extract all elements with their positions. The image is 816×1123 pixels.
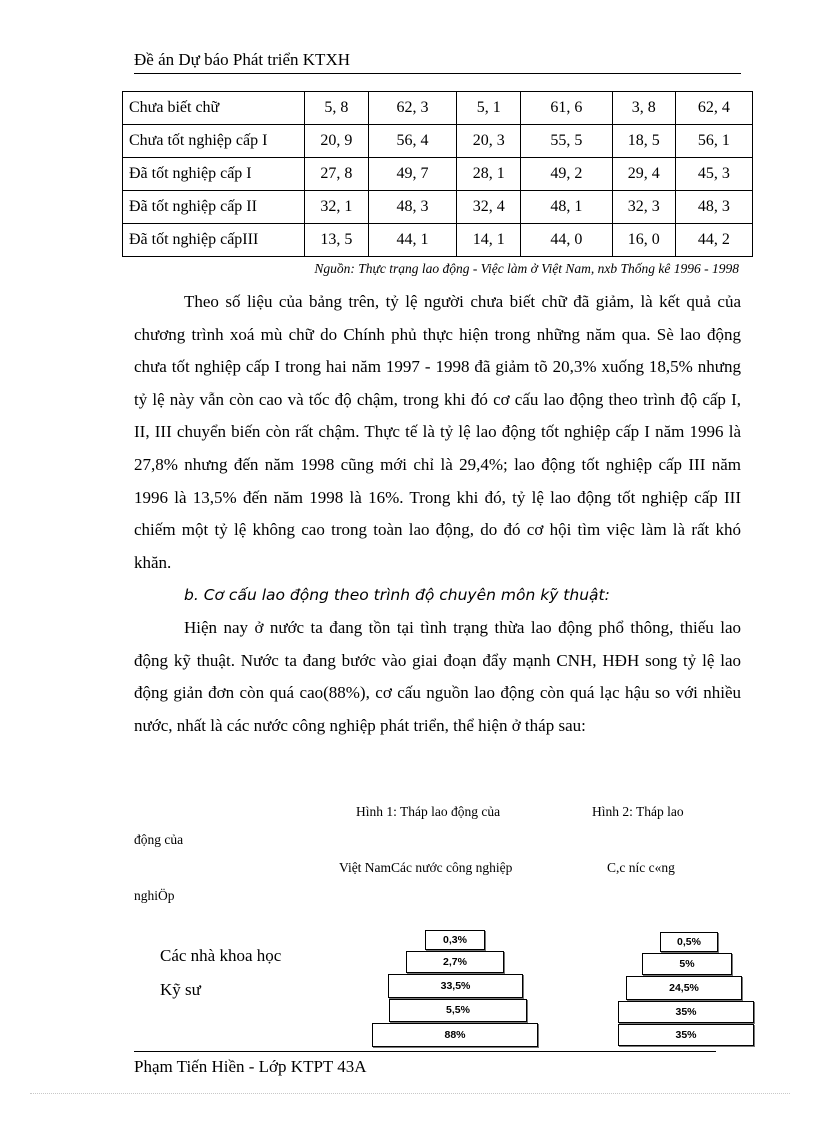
figure-2-caption: Hình 2: Tháp lao [592, 804, 684, 819]
table-cell: 32, 4 [457, 191, 521, 224]
table-cell: 32, 1 [304, 191, 368, 224]
table-cell: 5, 1 [457, 92, 521, 125]
table-cell: 20, 9 [304, 125, 368, 158]
pyramid-ind-tier: 0,5% [660, 932, 718, 952]
page-border [30, 1093, 790, 1094]
table-cell: 55, 5 [521, 125, 613, 158]
section-heading: b. Cơ cấu lao động theo trình độ chuyên môn kỹ thuật: [184, 586, 610, 605]
pyramid-label-scientists: Các nhà khoa học [160, 946, 282, 965]
table-cell: 20, 3 [457, 125, 521, 158]
page-footer: Phạm Tiến Hiền - Lớp KTPT 43A [134, 1057, 367, 1076]
table-cell: 44, 1 [368, 224, 457, 257]
table-row-label: Đã tốt nghiệp cấpIII [123, 224, 305, 257]
table-row [123, 125, 753, 158]
pyramid-vn-tier: 88% [372, 1023, 538, 1047]
pyramid-vn-tier: 0,3% [425, 930, 485, 950]
table-cell: 48, 3 [368, 191, 457, 224]
table-cell: 28, 1 [457, 158, 521, 191]
table-cell: 62, 3 [368, 92, 457, 125]
paragraph-2: Hiện nay ở nước ta đang tồn tại tình trạng thừa lao động phổ thông, thiếu lao động kỹ thuật. Nước ta đang bước vào giai đoạn đẩy mạnh CNH, HĐH song tỷ lệ lao động giản đơn còn quá cao(88%), cơ cấu nguồn lao động còn quá lạc hậu so với nhiều nước, nhất là các nước công nghiệp phát triển, thể hiện ở tháp sau: [134, 617, 741, 735]
table-cell: 44, 0 [521, 224, 613, 257]
table-cell: 45, 3 [675, 158, 752, 191]
table-row-label: Đã tốt nghiệp cấp II [123, 191, 305, 224]
table-cell: 48, 3 [675, 191, 752, 224]
table-row [123, 158, 753, 191]
pyramid-vn-tier: 5,5% [389, 999, 527, 1022]
table-cell: 29, 4 [612, 158, 675, 191]
page-header: Đề án Dự báo Phát triển KTXH [134, 50, 741, 74]
body-text [134, 286, 741, 742]
table-cell: 56, 4 [368, 125, 457, 158]
education-table [122, 91, 753, 257]
footer-divider [134, 1051, 716, 1052]
table-cell: 3, 8 [612, 92, 675, 125]
table-cell: 16, 0 [612, 224, 675, 257]
figure-2-caption-cont: động của [134, 832, 184, 847]
table-cell: 44, 2 [675, 224, 752, 257]
table-cell: 27, 8 [304, 158, 368, 191]
table-cell: 61, 6 [521, 92, 613, 125]
table-row [123, 92, 753, 125]
table-row-label: Đã tốt nghiệp cấp I [123, 158, 305, 191]
table-cell: 49, 7 [368, 158, 457, 191]
table-cell: 14, 1 [457, 224, 521, 257]
table-cell: 56, 1 [675, 125, 752, 158]
pyramid-vn-tier: 33,5% [388, 974, 523, 998]
table-row [123, 191, 753, 224]
table-cell: 62, 4 [675, 92, 752, 125]
pyramid-ind-tier: 35% [618, 1001, 754, 1023]
table-cell: 5, 8 [304, 92, 368, 125]
figure-2-subcaption: C,c níc c«ng [607, 860, 675, 875]
figure-1-caption: Hình 1: Tháp lao động của [356, 804, 501, 819]
figure-1-subcaption: Việt NamCác nước công nghiệp [339, 860, 513, 875]
pyramid-vn-tier: 2,7% [406, 951, 504, 973]
table-cell: 48, 1 [521, 191, 613, 224]
table-source: Nguồn: Thực trạng lao động - Việc làm ở Việt Nam, nxb Thống kê 1996 - 1998 [314, 261, 739, 276]
table-row-label: Chưa tốt nghiệp cấp I [123, 125, 305, 158]
table-row [123, 224, 753, 257]
table-cell: 32, 3 [612, 191, 675, 224]
table-row-label: Chưa biết chữ [123, 92, 305, 125]
pyramid-ind-tier: 35% [618, 1024, 754, 1046]
figure-2-subcaption-cont: nghiÖp [134, 888, 175, 903]
table-cell: 49, 2 [521, 158, 613, 191]
paragraph-1: Theo số liệu của bảng trên, tỷ lệ người chưa biết chữ đã giảm, là kết quả của chương trình xoá mù chữ do Chính phủ thực hiện trong những năm qua. Sè lao động chưa tốt nghiệp cấp I trong hai năm 1997 - 1998 đã giảm tõ 20,3% xuống 18,5% nhưng tỷ lệ này vẫn còn cao và tốc độ chậm, trong khi đó cơ cấu lao động theo trình độ cấp I, II, III chuyển biến còn rất chậm. Thực tế là tỷ lệ lao động tốt nghiệp cấp I năm 1996 là 27,8% nhưng đến năm 1998 cũng mới chỉ là 29,4%; lao động tốt nghiệp cấp III năm 1996 là 13,5% đến năm 1998 là 16%. Trong khi đó, tỷ lệ lao động tốt nghiệp cấp III chiếm một tỷ lệ không cao trong toàn lao động, do đó cơ hội tìm việc làm là rất khó khăn. [134, 292, 741, 572]
pyramid-ind-tier: 5% [642, 953, 732, 975]
pyramid-label-engineers: Kỹ sư [160, 980, 201, 999]
pyramid-ind-tier: 24,5% [626, 976, 742, 1000]
table-cell: 13, 5 [304, 224, 368, 257]
table-cell: 18, 5 [612, 125, 675, 158]
